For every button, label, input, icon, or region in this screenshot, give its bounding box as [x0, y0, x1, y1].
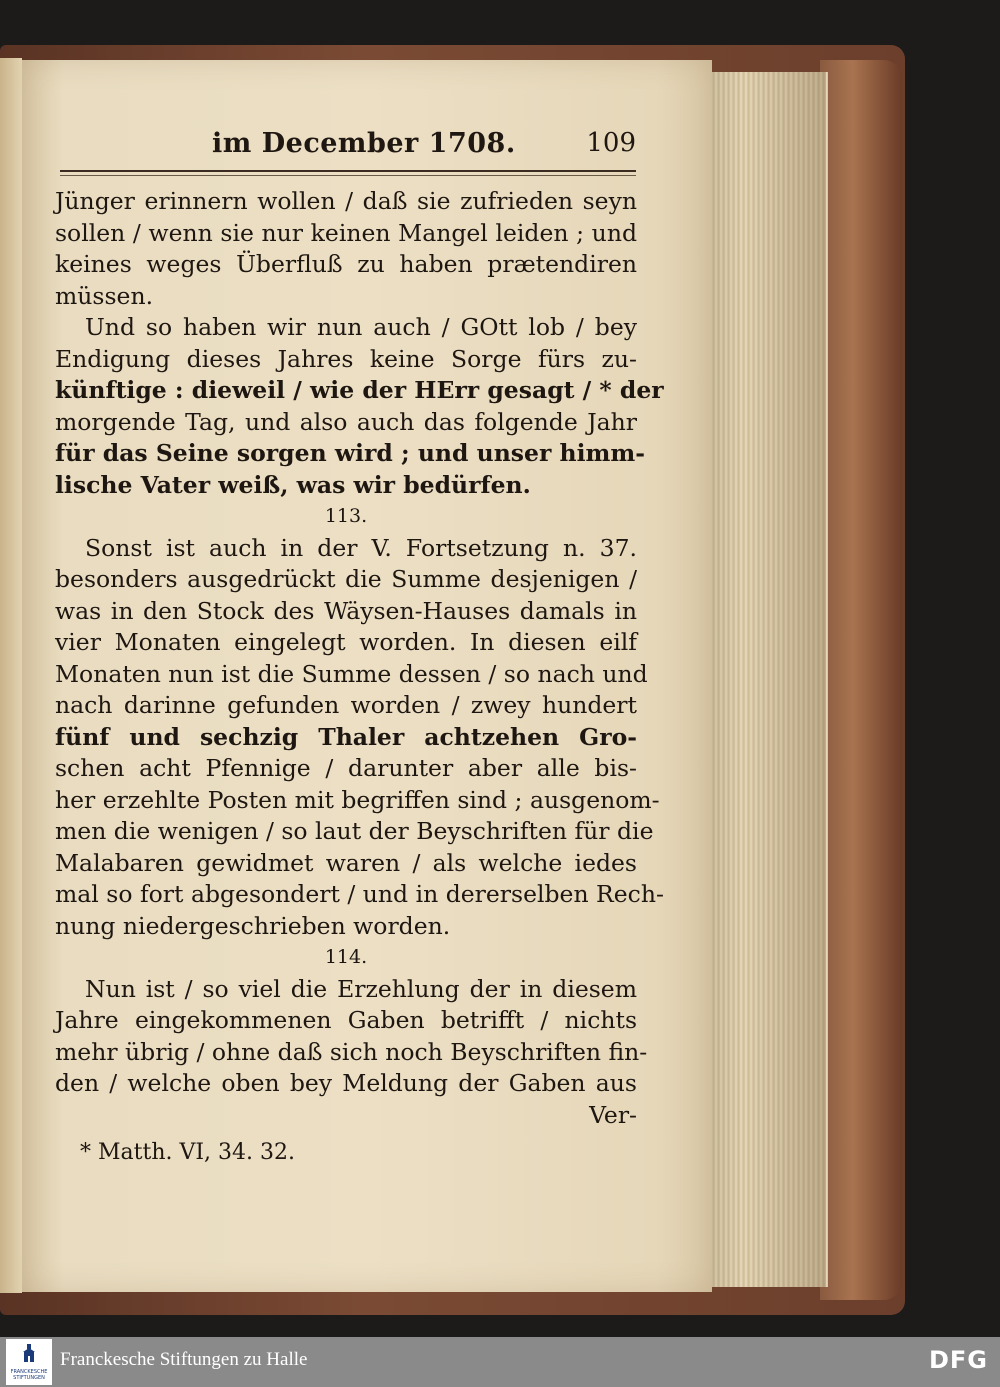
text-line: morgende Tag, und also auch das folgende Jahr — [55, 407, 637, 436]
text-line: her erzehlte Posten mit begriffen sind ; ausgenom- — [55, 785, 660, 814]
text-line: Monaten nun ist die Summe dessen / so nach und — [55, 659, 648, 688]
text-line: Nun ist / so viel die Erzehlung der in diesem — [85, 974, 637, 1003]
dfg-logo[interactable]: DFG — [928, 1346, 988, 1374]
text-line: Endigung dieses Jahres keine Sorge fürs zu- — [55, 344, 637, 373]
text-line: Jünger erinnern wollen / daß sie zufrieden seyn — [55, 187, 637, 215]
running-head: im December 1708. — [212, 128, 516, 159]
text-line: Malabaren gewidmet waren / als welche iedes — [55, 848, 637, 877]
text-line: schen acht Pfennige / darunter aber alle bis- — [55, 754, 637, 782]
text-line: Jahre eingekommenen Gaben betrifft / nichts — [55, 1006, 637, 1034]
building-icon — [21, 1344, 37, 1364]
header-rule-thin — [60, 175, 636, 176]
body-text — [55, 186, 664, 1131]
institution-title: Franckesche Stiftungen zu Halle — [60, 1349, 308, 1370]
catchword: Ver- — [589, 1100, 637, 1129]
facing-page-edge — [0, 58, 22, 1293]
page-number: 109 — [586, 128, 636, 158]
footnote: * Matth. VI, 34. 32. — [80, 1140, 296, 1165]
text-line: nung niedergeschrieben worden. — [55, 911, 451, 940]
text-line: Sonst ist auch in der V. Fortsetzung n. 37. — [85, 533, 637, 562]
text-line: künftige : dieweil / wie der HErr gesagt / * der — [55, 376, 664, 404]
text-line: für das Seine sorgen wird ; und unser himm- — [55, 439, 646, 467]
text-line: fünf und sechzig Thaler achtzehen Gro- — [55, 722, 637, 751]
text-line: den / welche oben bey Meldung der Gaben aus — [55, 1069, 637, 1097]
franckesche-logo[interactable] — [6, 1339, 52, 1385]
text-line: besonders ausgedrückt die Summe desjenigen / — [55, 565, 637, 593]
text-line: mal so fort abgesondert / und in dererselben Rech- — [55, 880, 664, 908]
book-cover-edge — [820, 60, 902, 1300]
header-rule — [60, 170, 636, 172]
text-line: müssen. — [55, 281, 154, 310]
text-line: Und so haben wir nun auch / GOtt lob / bey — [85, 313, 637, 341]
text-line: men die wenigen / so laut der Beyschriften für die — [55, 817, 654, 845]
text-line: was in den Stock des Wäysen-Hauses damals in — [55, 596, 637, 625]
text-line: vier Monaten eingelegt worden. In diesen eilf — [55, 628, 637, 656]
footer-bar — [0, 1337, 1000, 1387]
page-header — [52, 126, 640, 166]
text-line: keines weges Überfluß zu haben prætendiren — [55, 250, 637, 278]
text-line: nach darinne gefunden worden / zwey hundert — [55, 691, 637, 719]
logo-text: FRANCKESCHE STIFTUNGEN — [10, 1369, 48, 1381]
text-line: sollen / wenn sie nur keinen Mangel leiden ; und — [55, 218, 637, 247]
section-number: 113. — [324, 505, 368, 527]
section-number: 114. — [324, 946, 368, 968]
text-line: lische Vater weiß, was wir bedürfen. — [55, 470, 531, 499]
text-line: mehr übrig / ohne daß sich noch Beyschriften fin- — [55, 1037, 648, 1066]
